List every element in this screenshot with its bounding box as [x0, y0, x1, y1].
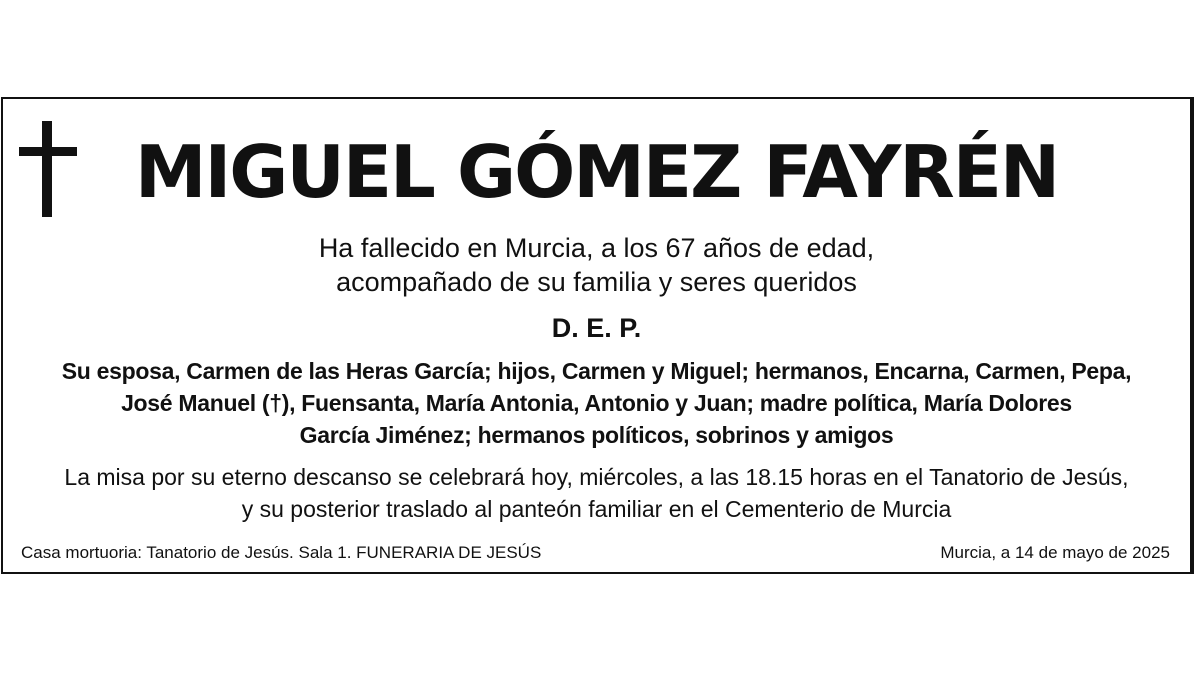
mass-line: La misa por su eterno descanso se celebrará hoy, miércoles, a las 18.15 horas en el Tanatorio de Jesús,	[64, 464, 1129, 490]
intro-line: acompañado de su familia y seres queridos	[336, 267, 857, 297]
intro-line: Ha fallecido en Murcia, a los 67 años de edad,	[318, 233, 875, 263]
place-and-date: Murcia, a 14 de mayo de 2025	[940, 543, 1170, 562]
mass-announcement	[13, 461, 1180, 525]
obituary-notice	[1, 97, 1194, 574]
intro-text	[3, 231, 1190, 299]
family-list	[23, 355, 1170, 451]
mass-line: y su posterior traslado al panteón familiar en el Cementerio de Murcia	[241, 496, 952, 522]
deceased-name: MIGUEL GÓMEZ FAYRÉN	[134, 130, 1059, 214]
family-line: Su esposa, Carmen de las Heras García; hijos, Carmen y Miguel; hermanos, Encarna, Carmen, Pepa,	[61, 358, 1132, 384]
family-line: García Jiménez; hermanos políticos, sobrinos y amigos	[299, 422, 894, 448]
family-line: José Manuel (†), Fuensanta, María Antonia, Antonio y Juan; madre política, María Dolores	[121, 390, 1072, 416]
rest-in-peace: D. E. P.	[551, 313, 642, 343]
funeral-home-info: Casa mortuoria: Tanatorio de Jesús. Sala 1. FUNERARIA DE JESÚS	[21, 543, 542, 562]
